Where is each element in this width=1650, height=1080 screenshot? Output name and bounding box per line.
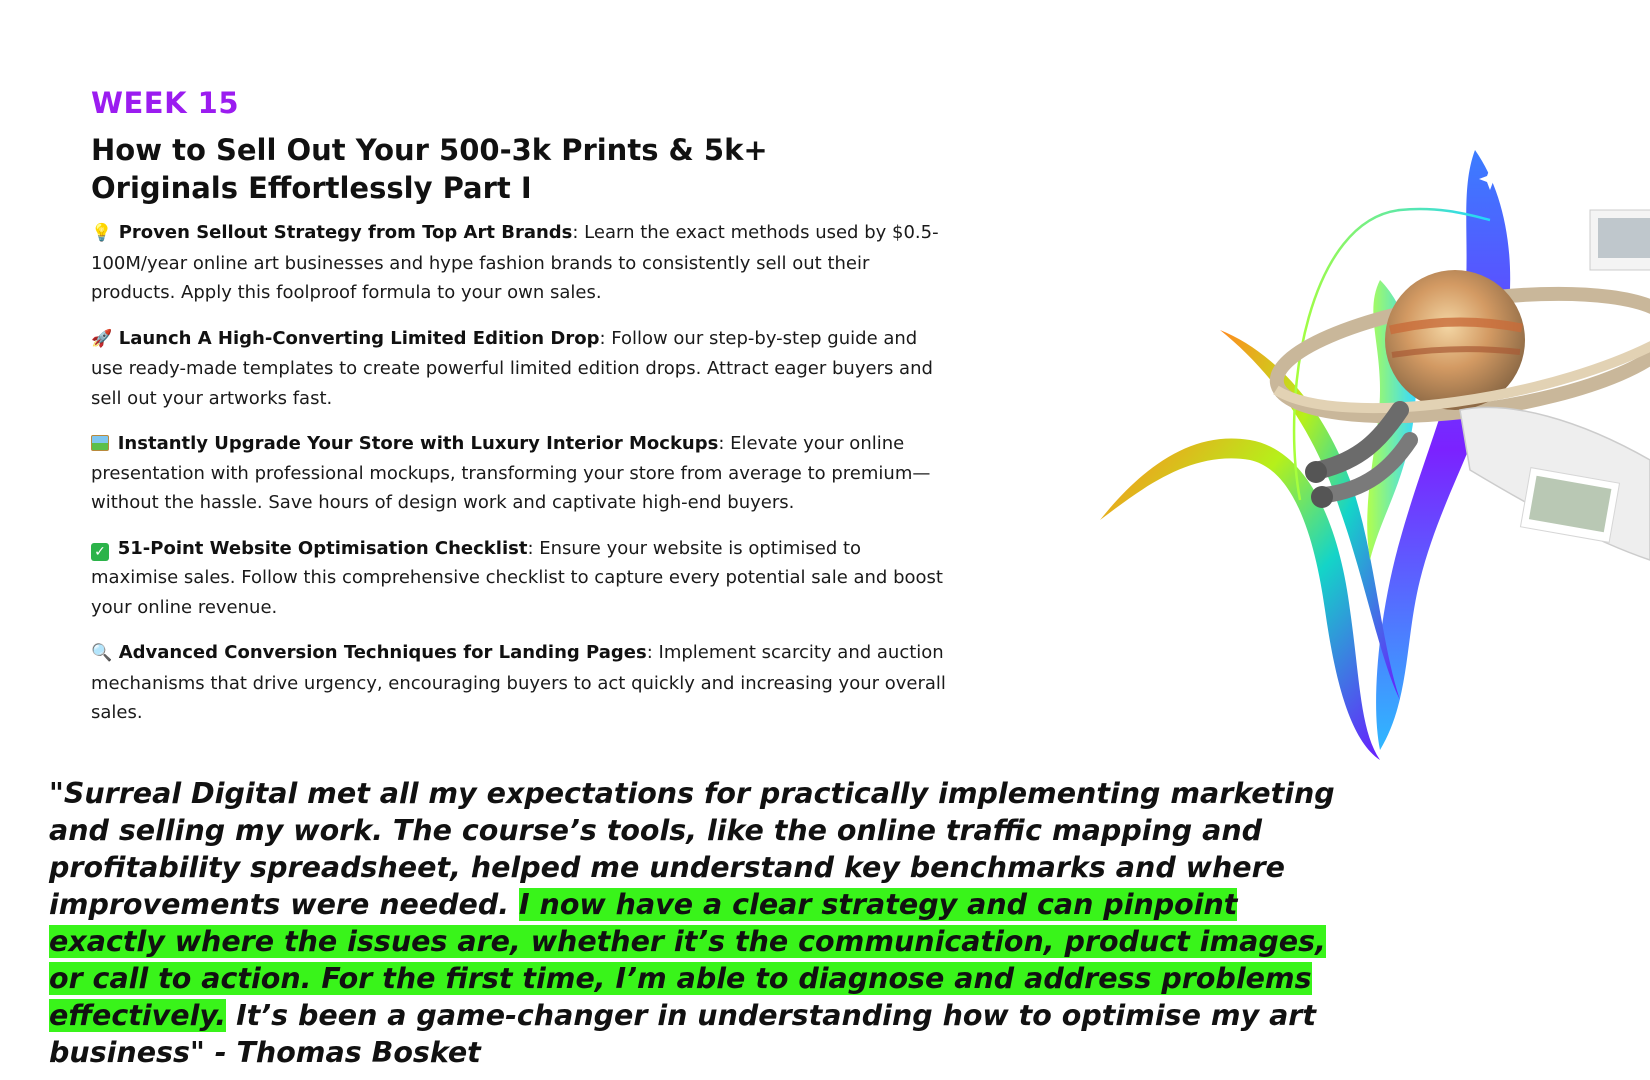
feature-item — [91, 218, 951, 308]
testimonial-text-after: It’s been a game-changer in understanding how to optimise my art business" - Thomas Bosket — [49, 999, 1316, 1069]
lightbulb-icon: 💡 — [91, 223, 113, 243]
feature-title: Launch A High-Converting Limited Edition Drop — [118, 327, 600, 349]
feature-description: : Ensure your website is optimised to maximise sales. Follow this comprehensive checklist to capture every potential sale and boost your online revenue. — [91, 537, 943, 618]
rocket-icon: 🚀 — [91, 328, 113, 349]
framed-picture-icon — [91, 435, 109, 451]
feature-item — [91, 324, 951, 414]
testimonial-highlight: I now have a clear strategy and can pinpoint exactly where the issues are, whether it’s the communication, product images, or call to action. For the first time, I’m able to diagnose and address problems effectively. — [49, 888, 1326, 1032]
feature-title: Advanced Conversion Techniques for Landing Pages — [118, 642, 647, 663]
feature-item — [91, 429, 951, 518]
section-title: How to Sell Out Your 500-3k Prints & 5k+ Originals Effortlessly Part I — [91, 133, 768, 205]
week-label: WEEK 15 — [91, 86, 240, 120]
feature-description: : Learn the exact methods used by $0.5-100M/year online art businesses and hype fashion brands to consistently sell out their products. Apply this foolproof formula to your own sales. — [91, 222, 939, 303]
feature-description: : Implement scarcity and auction mechanisms that drive urgency, encouraging buyers to act quickly and increasing your overall sales. — [91, 642, 946, 723]
magnifier-icon: 🔍 — [91, 643, 113, 663]
feature-title: Proven Sellout Strategy from Top Art Brands — [118, 222, 573, 243]
testimonial-text-before: "Surreal Digital met all my expectations for practically implementing marketing and selling my work. The course’s tools, like the online traffic mapping and profitability spreadsheet, helped me understand key benchmarks and where improvements were needed. — [49, 777, 1335, 921]
decorative-collage — [1080, 140, 1650, 790]
feature-list — [91, 218, 951, 744]
feature-item — [91, 534, 951, 623]
feature-title: 51-Point Website Optimisation Checklist — [117, 537, 528, 559]
feature-title: Instantly Upgrade Your Store with Luxury Interior Mockups — [117, 433, 719, 454]
feature-description: : Elevate your online presentation with professional mockups, transforming your store from average to premium—without the hassle. Save hours of design work and captivate high-end buyers. — [91, 433, 931, 513]
feature-item — [91, 638, 951, 728]
check-mark-icon: ✓ — [91, 543, 109, 561]
surreal-planet-illustration — [1080, 140, 1650, 790]
testimonial-quote — [49, 775, 1359, 1071]
feature-description: : Follow our step-by-step guide and use ready-made templates to create powerful limited edition drops. Attract eager buyers and sell out your artworks fast. — [91, 327, 933, 409]
